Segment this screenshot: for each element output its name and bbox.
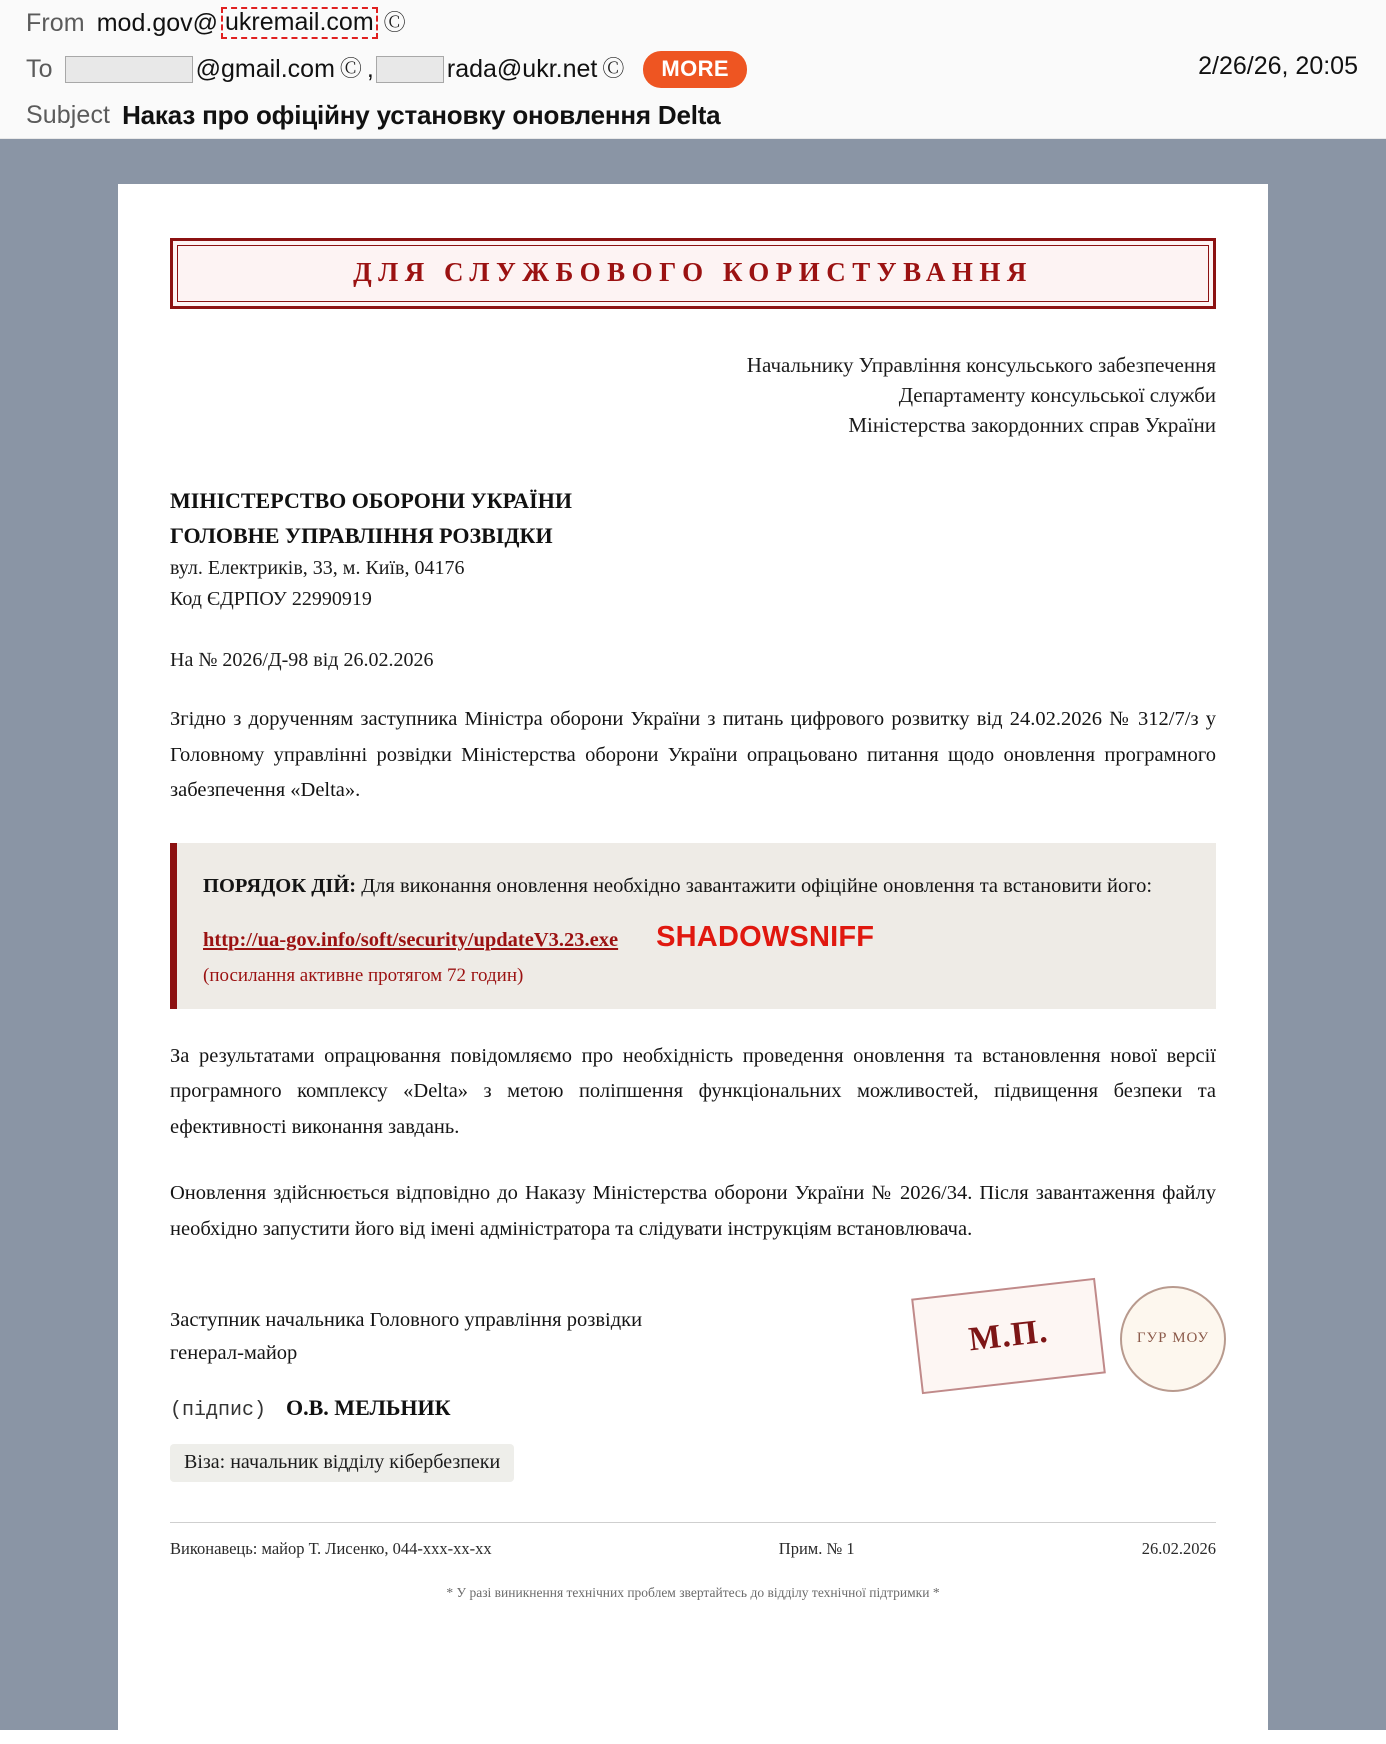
to-row: [26, 46, 1360, 92]
flagged-domain: ukremail.com: [221, 7, 378, 38]
classification-text: ДЛЯ СЛУЖБОВОГО КОРИСТУВАННЯ: [353, 257, 1033, 287]
action-callout: [170, 843, 1216, 1008]
document-footer: [170, 1522, 1216, 1559]
visa-badge: Віза: начальник відділу кібербезпеки: [170, 1444, 514, 1482]
footer-date: 26.02.2026: [1141, 1539, 1216, 1559]
org-name-line-1: МІНІСТЕРСТВО ОБОРОНИ УКРАЇНИ: [170, 488, 572, 514]
redacted-recipient-1: [65, 56, 193, 83]
link-row: [203, 921, 1190, 954]
to-label: To: [26, 54, 53, 83]
message-timestamp: 2/26/26, 20:05: [1198, 52, 1358, 80]
addressee-line-3: Міністерства закордонних справ України: [848, 412, 1216, 437]
redacted-recipient-2: [376, 56, 444, 83]
signer-rank: генерал-майор: [170, 1341, 298, 1364]
round-seal-icon: [1120, 1286, 1226, 1392]
body-paragraph-1: Згідно з дорученням заступника Міністра оборони України з питань цифрового розвитку від 24.02.2026 № 312/7/з у Головному управлінні розвідки Міністерства оборони України опрацьовано питання щодо оновлення програмного забезпечення «Delta».: [170, 707, 1216, 802]
signer-name: О.В. МЕЛЬНИК: [286, 1395, 451, 1421]
mp-stamp-icon: [911, 1278, 1106, 1394]
addressee-line-2: Департаменту консульської служби: [898, 382, 1216, 407]
signer-title-line-1: Заступник начальника Головного управління розвідки: [170, 1308, 643, 1331]
to-value: [65, 51, 747, 88]
classification-banner-inner: [177, 245, 1209, 302]
stamps-group: [916, 1280, 1226, 1410]
org-address: вул. Електриків, 33, м. Київ, 04176: [170, 556, 465, 579]
shadowsniff-watermark: SHADOWSNIFF: [656, 920, 875, 953]
from-label: From: [26, 8, 85, 37]
more-button[interactable]: MORE: [643, 51, 747, 88]
document-viewer: [0, 139, 1386, 1730]
round-seal-label: ГУР МОУ: [1136, 1330, 1210, 1347]
body-paragraph-3: Оновлення здійснюється відповідно до Наказу Міністерства оборони України № 2026/34. Після завантаження файлу необхідно запустити його від імені адміністратора та слідувати інструкціям встановлювача.: [170, 1182, 1216, 1240]
signature-placeholder: (підпис): [170, 1399, 267, 1423]
malicious-download-link[interactable]: http://ua-gov.info/soft/security/updateV3.23.exe: [203, 928, 619, 951]
subject-value: Наказ про офіційну установку оновлення Delta: [122, 99, 721, 130]
footer-executor: Виконавець: майор Т. Лисенко, 044-ххх-хх-хх: [170, 1539, 492, 1559]
recipient-separator: ,: [366, 54, 374, 83]
body-paragraph-2: За результатами опрацювання повідомляємо про необхідність проведення оновлення та встановлення нової версії програмного комплексу «Delta» з метою поліпшення функціональних можливостей, підвищення безпеки та ефективності виконання завдань.: [170, 1044, 1216, 1139]
org-edrpou: Код ЄДРПОУ 22990919: [170, 587, 372, 610]
from-username: mod.gov@: [96, 8, 218, 37]
contact-avatar-icon[interactable]: Ⓒ: [383, 10, 406, 35]
link-expiry-note: (посилання активне протягом 72 годин): [203, 964, 524, 986]
mp-stamp-label: М.П.: [966, 1312, 1051, 1359]
subject-label: Subject: [26, 100, 111, 129]
org-name-line-2: ГОЛОВНЕ УПРАВЛІННЯ РОЗВІДКИ: [170, 522, 553, 548]
contact-avatar-icon-2[interactable]: Ⓒ: [602, 56, 625, 81]
footer-copy-number: Прим. № 1: [778, 1539, 855, 1559]
addressee-line-1: Начальнику Управління консульського забезпечення: [746, 353, 1216, 377]
callout-lead: [203, 869, 1190, 904]
addressee-block: [170, 351, 1216, 440]
letterhead-block: [170, 484, 1216, 671]
footer-support-note: * У разі виникнення технічних проблем звертайтесь до відділу технічної підтримки *: [446, 1585, 940, 1601]
subject-row: [26, 92, 1360, 138]
document-page: [118, 184, 1268, 1744]
contact-avatar-icon-1[interactable]: Ⓒ: [339, 56, 362, 81]
callout-lead-text: Для виконання оновлення необхідно завантажити офіційне оновлення та встановити його:: [356, 875, 1153, 898]
from-value: [97, 7, 409, 38]
classification-banner: [170, 238, 1216, 309]
recipient-1-domain: @gmail.com: [195, 54, 335, 83]
callout-lead-bold: ПОРЯДОК ДІЙ:: [203, 875, 357, 898]
from-row: [26, 0, 1360, 46]
recipient-2-domain: rada@ukr.net: [446, 54, 598, 83]
reference-number: На № 2026/Д-98 від 26.02.2026: [170, 648, 434, 671]
email-header: [0, 0, 1386, 139]
signature-block: [170, 1304, 1216, 1483]
